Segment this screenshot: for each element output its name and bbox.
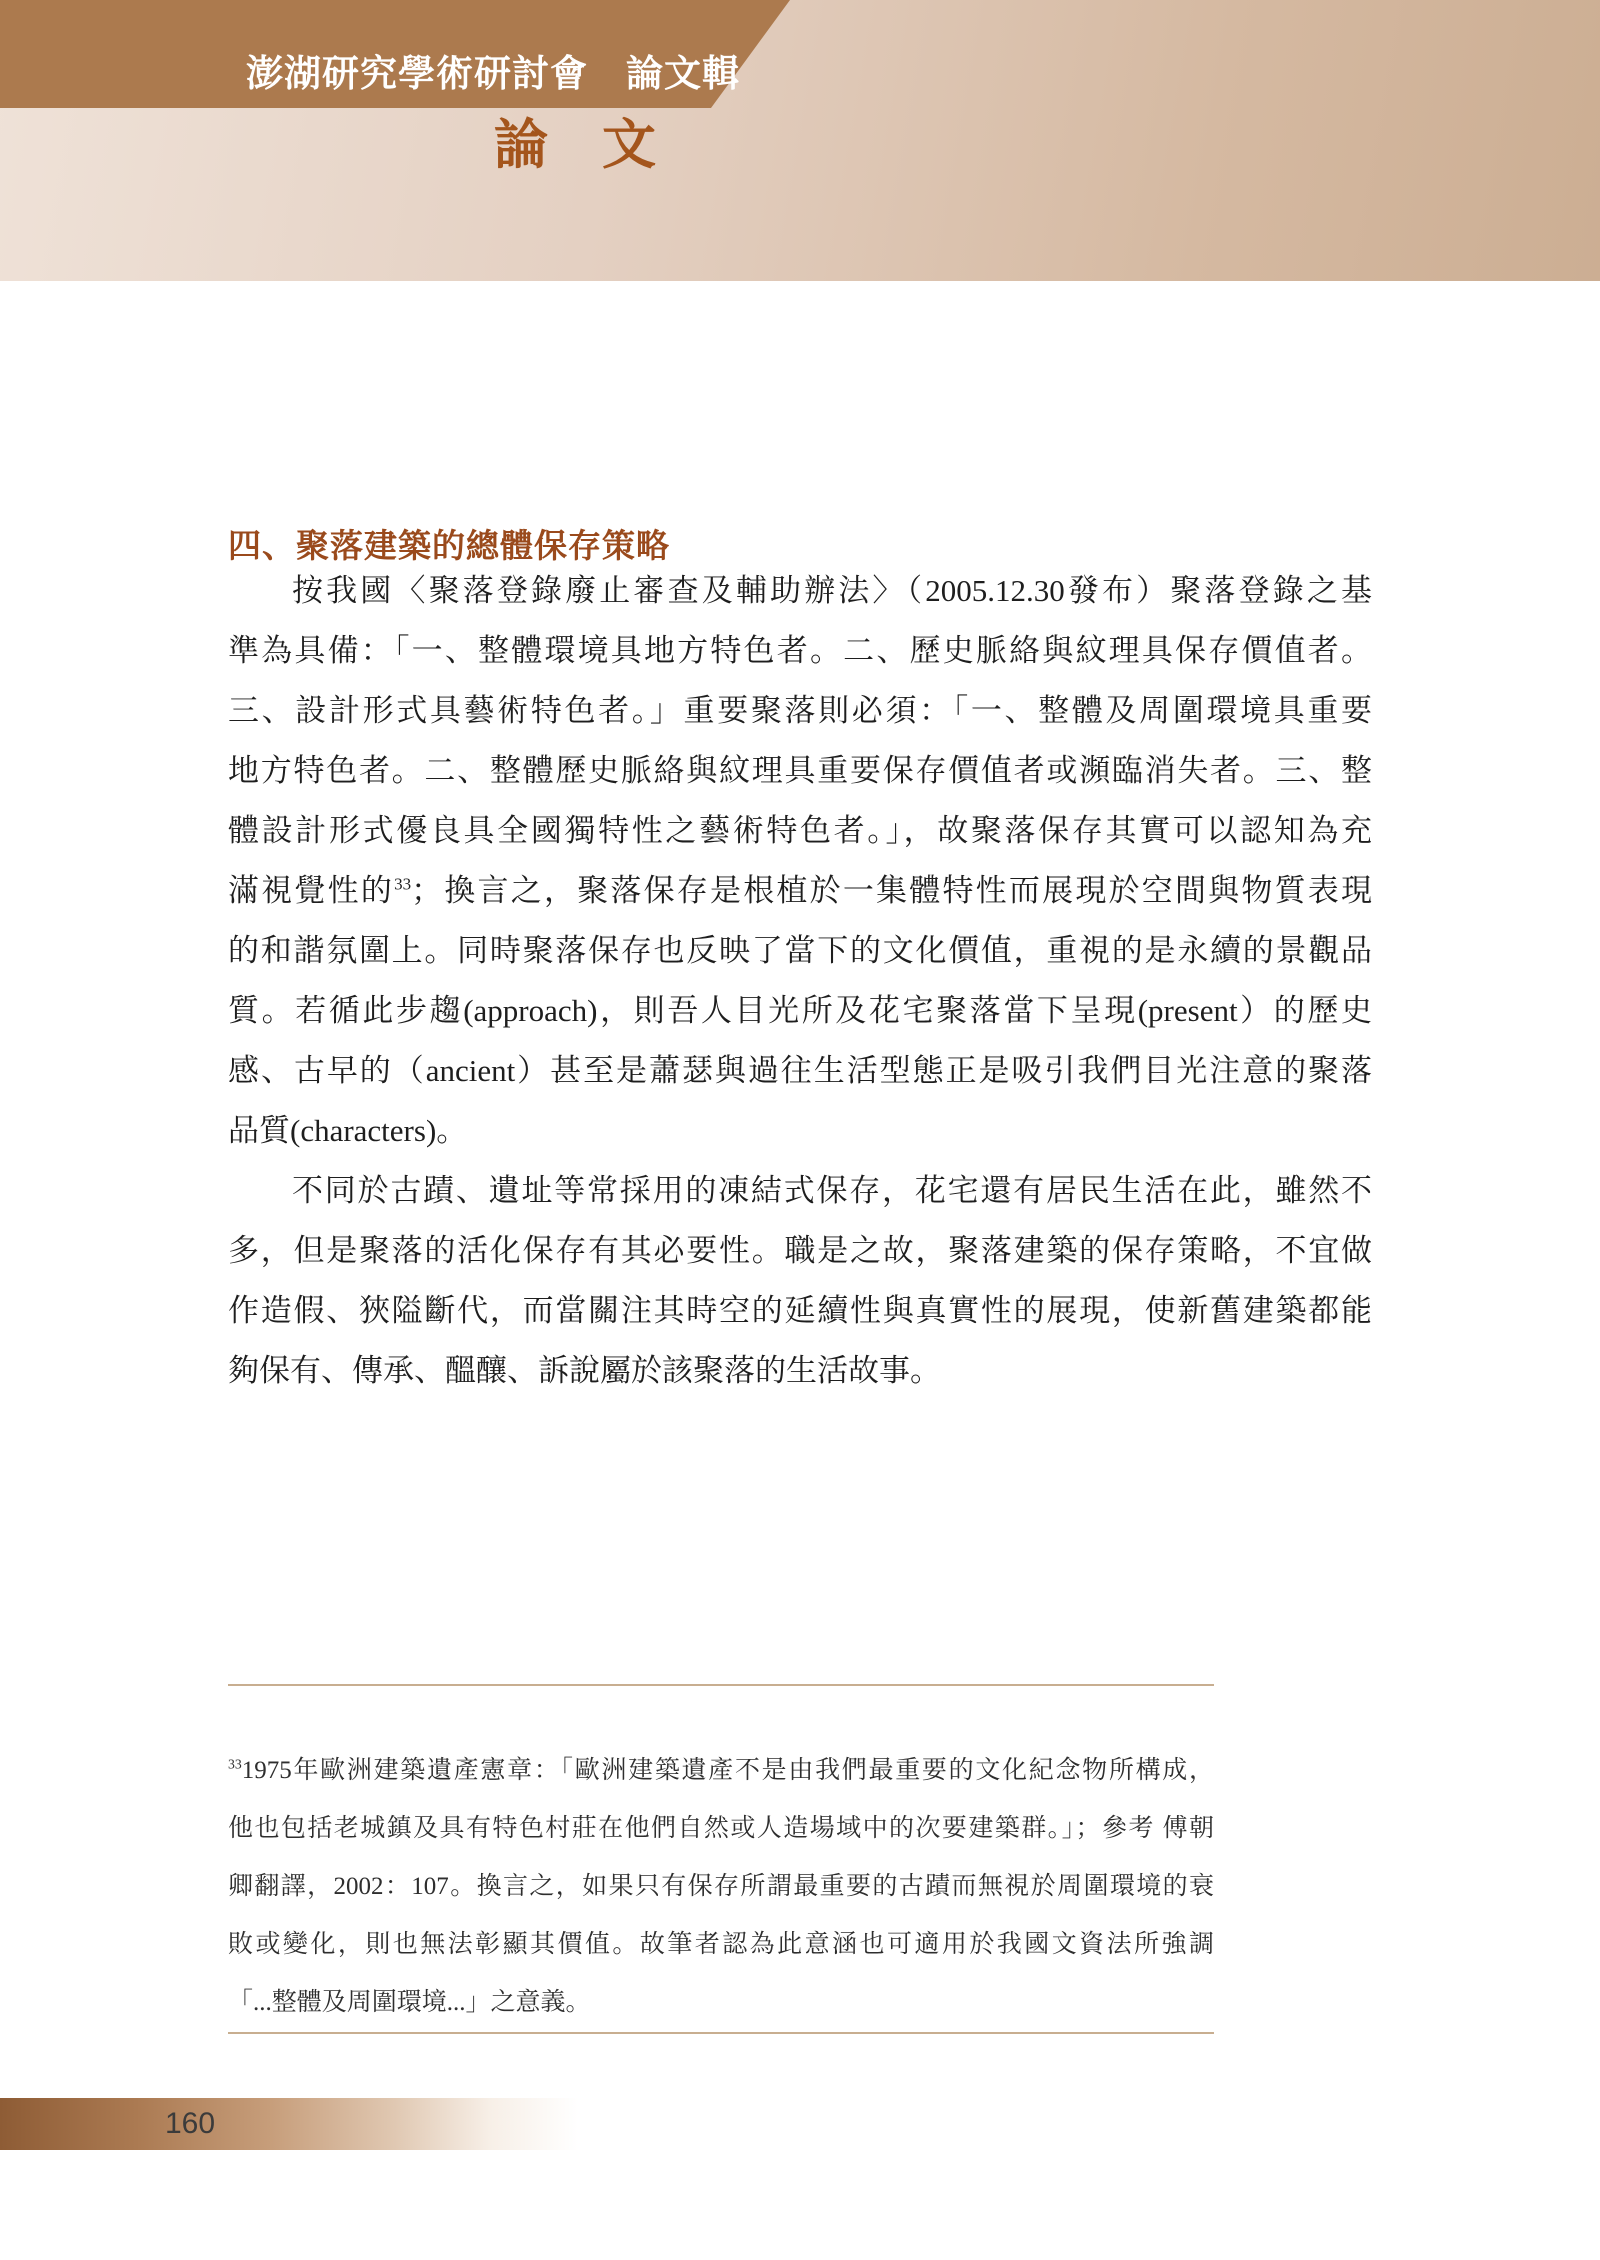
- body-line: 多，但是聚落的活化保存有其必要性。職是之故，聚落建築的保存策略，不宜做: [228, 1233, 1372, 1268]
- footnote-line: 卿翻譯，2002：107。換言之，如果只有保存所謂最重要的古蹟而無視於周圍環境的衰: [228, 1873, 1214, 1900]
- banner-subtitle: 論 文: [494, 115, 656, 175]
- body-line: 按我國〈聚落登錄廢止審查及輔助辦法〉（2005.12.30發布）聚落登錄之基: [292, 573, 1372, 608]
- footnote-line: 敗或變化，則也無法彰顯其價值。故筆者認為此意涵也可適用於我國文資法所強調: [228, 1931, 1214, 1958]
- footnote-line-text: 1975年歐洲建築遺產憲章：「歐洲建築遺產不是由我們最重要的文化紀念物所構成，: [241, 1757, 1214, 1784]
- body-line-text: 滿視覺性的: [228, 873, 395, 908]
- body-line: 作造假、狹隘斷代，而當關注其時空的延續性與真實性的展現，使新舊建築都能: [228, 1293, 1372, 1328]
- footnote-line-with-marker: [228, 1742, 1214, 1800]
- footnote-line: 「...整體及周圍環境...」之意義。: [228, 1989, 591, 2016]
- body-line: 夠保有、傳承、醞釀、訴說屬於該聚落的生活故事。: [228, 1353, 941, 1388]
- body-line-with-footnote-ref: [228, 861, 1372, 921]
- body-line: 三、設計形式具藝術特色者。」重要聚落則必須：「一、整體及周圍環境具重要: [228, 693, 1372, 728]
- footnote-line: 他也包括老城鎮及具有特色村莊在他們自然或人造場域中的次要建築群。」；參考 傅朝: [228, 1815, 1214, 1842]
- body-line: 質。若循此步趨(approach)，則吾人目光所及花宅聚落當下呈現(present）的歷史: [228, 993, 1372, 1028]
- body-line: 體設計形式優良具全國獨特性之藝術特色者。」，故聚落保存其實可以認知為充: [228, 813, 1372, 848]
- section-heading: 四、聚落建築的總體保存策略: [228, 529, 670, 565]
- footnote-marker: 33: [228, 1756, 242, 1772]
- body-line: 準為具備：「一、整體環境具地方特色者。二、歷史脈絡與紋理具保存價值者。: [228, 633, 1372, 668]
- body-line: 不同於古蹟、遺址等常採用的凍結式保存，花宅還有居民生活在此，雖然不: [292, 1173, 1372, 1208]
- footnote-separator-top: [228, 1684, 1214, 1686]
- body-line: 感、古早的（ancient）甚至是蕭瑟與過往生活型態正是吸引我們目光注意的聚落: [228, 1053, 1372, 1088]
- body-line: 地方特色者。二、整體歷史脈絡與紋理具重要保存價值者或瀕臨消失者。三、整: [228, 753, 1372, 788]
- body-line: 的和諧氛圍上。同時聚落保存也反映了當下的文化價值，重視的是永續的景觀品: [228, 933, 1372, 968]
- body-text: [228, 561, 1372, 1401]
- footnote-separator-bottom: [228, 2032, 1214, 2034]
- page-number: 160: [165, 2107, 216, 2140]
- body-line: 品質(characters)。: [228, 1113, 468, 1148]
- footer-page-bar: [0, 2098, 680, 2150]
- banner-title: 澎湖研究學術研討會 論文輯: [246, 54, 740, 95]
- body-line-text: ；換言之，聚落保存是根植於一集體特性而展現於空間與物質表現: [411, 873, 1373, 908]
- footnote-reference: 33: [394, 874, 412, 894]
- footnote-block: [228, 1742, 1214, 2032]
